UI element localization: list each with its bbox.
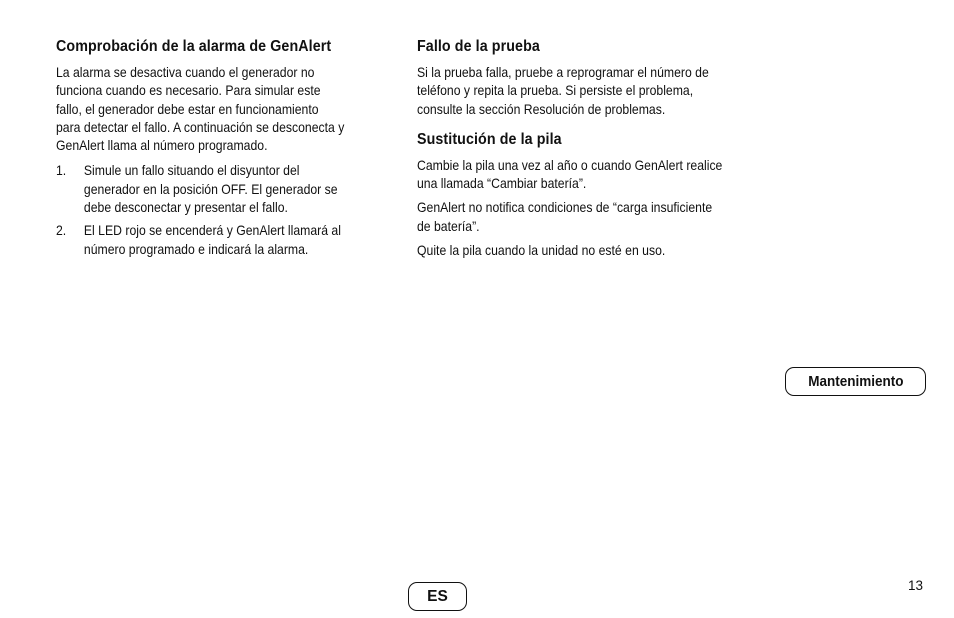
step-item-1	[56, 162, 362, 217]
alarm-check-heading: Comprobación de la alarma de GenAlert	[56, 38, 332, 55]
page-number: 13	[908, 578, 924, 593]
alarm-check-paragraph: La alarma se desactiva cuando el generador no funciona cuando es necesario. Para simular este fallo, el generador debe estar en funcionamiento para detectar el fallo. A continuación se desconecta y GenAlert llama al número programado.	[56, 65, 345, 154]
language-tab: ES	[408, 582, 467, 611]
battery-paragraph-3: Quite la pila cuando la unidad no esté en uso.	[417, 243, 666, 259]
step-number: 1.	[56, 163, 67, 179]
step-text: El LED rojo se encenderá y GenAlert llamará al número programado e indicará la alarma.	[83, 223, 341, 257]
battery-paragraph-2: GenAlert no notifica condiciones de “carga insuficiente de batería”.	[417, 200, 713, 234]
left-column	[56, 38, 396, 264]
step-text: Simule un fallo situando el disyuntor del generador en la posición OFF. El generador se debe desconectar y presentar el fallo.	[83, 163, 338, 216]
right-column	[417, 38, 767, 266]
test-failure-heading: Fallo de la prueba	[417, 38, 540, 55]
test-failure-paragraph: Si la prueba falla, pruebe a reprogramar el número de teléfono y repita la prueba. Si persiste el problema, consulte la sección Resolución de problemas.	[417, 65, 709, 117]
battery-paragraph-1: Cambie la pila una vez al año o cuando GenAlert realice una llamada “Cambiar batería”.	[417, 157, 723, 192]
battery-heading: Sustitución de la pila	[417, 130, 562, 148]
section-tab-maintenance: Mantenimiento	[785, 367, 926, 396]
step-number: 2.	[56, 223, 67, 239]
step-item-2	[56, 222, 362, 259]
